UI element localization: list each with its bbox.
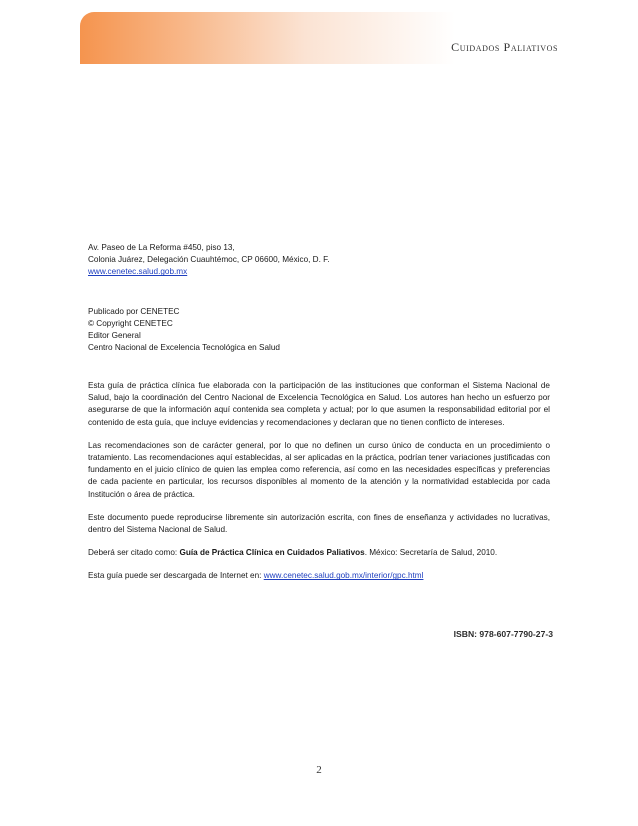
editor-name: Centro Nacional de Excelencia Tecnológica en Salud [88, 343, 280, 353]
address-block [88, 242, 550, 279]
editor-block [88, 330, 550, 354]
download-link[interactable]: www.cenetec.salud.gob.mx/interior/gpc.html [263, 571, 424, 581]
publisher-block [88, 306, 550, 330]
citation-suffix: . México: Secretaría de Salud, 2010. [364, 548, 498, 558]
page-number: 2 [316, 764, 322, 776]
copyright-text: © Copyright CENETEC [88, 319, 173, 329]
download-prefix: Esta guía puede ser descargada de Internet en: [88, 571, 264, 581]
body-text-block [88, 380, 550, 594]
address-line-2: Colonia Juárez, Delegación Cuauhtémoc, CP 06600, México, D. F. [88, 255, 330, 265]
citation-paragraph [88, 547, 550, 559]
website-link[interactable]: www.cenetec.salud.gob.mx [88, 267, 188, 277]
header-gradient-band [80, 12, 580, 64]
citation-title: Guía de Práctica Clínica en Cuidados Paliativos [179, 548, 365, 558]
paragraph-reproduction: Este documento puede reproducirse libremente sin autorización escrita, con fines de enseñanza y actividades no lucrativas, dentro del Sistema Nacional de Salud. [88, 512, 550, 535]
editor-label: Editor General [88, 331, 141, 340]
document-header-title: Cuidados Paliativos [451, 40, 558, 54]
paragraph-elaboration: Esta guía de práctica clínica fue elaborada con la participación de las instituciones que conforman el Sistema Nacional de Salud, bajo la coordinación del Centro Nacional de Excelencia Tecnológica en Salud. Los autores han hecho un esfuerzo por asegurarse de que la información aquí contenida sea completa y actual; por lo que asumen la responsabilidad editorial por el contenido de esta guía, que incluye evidencias y recomendaciones y declaran que no tienen conflicto de intereses. [88, 381, 550, 427]
address-line-1: Av. Paseo de La Reforma #450, piso 13, [88, 243, 235, 252]
published-by-text: Publicado por CENETEC [88, 307, 180, 316]
citation-prefix: Deberá ser citado como: [88, 548, 180, 558]
paragraph-recommendations: Las recomendaciones son de carácter general, por lo que no definen un curso único de conducta en un procedimiento o tratamiento. Las recomendaciones aquí establecidas, al ser aplicadas en la práctica, podrían tener variaciones justificadas con fundamento en el juicio clínico de quien las emplea como referencia, así como en las necesidades específicas y preferencias de cada paciente en particular, los recursos disponibles al momento de la atención y la normatividad establecida por cada Institución o área de práctica. [88, 440, 550, 499]
isbn-text: ISBN: 978-607-7790-27-3 [453, 629, 553, 639]
download-paragraph [88, 570, 550, 582]
